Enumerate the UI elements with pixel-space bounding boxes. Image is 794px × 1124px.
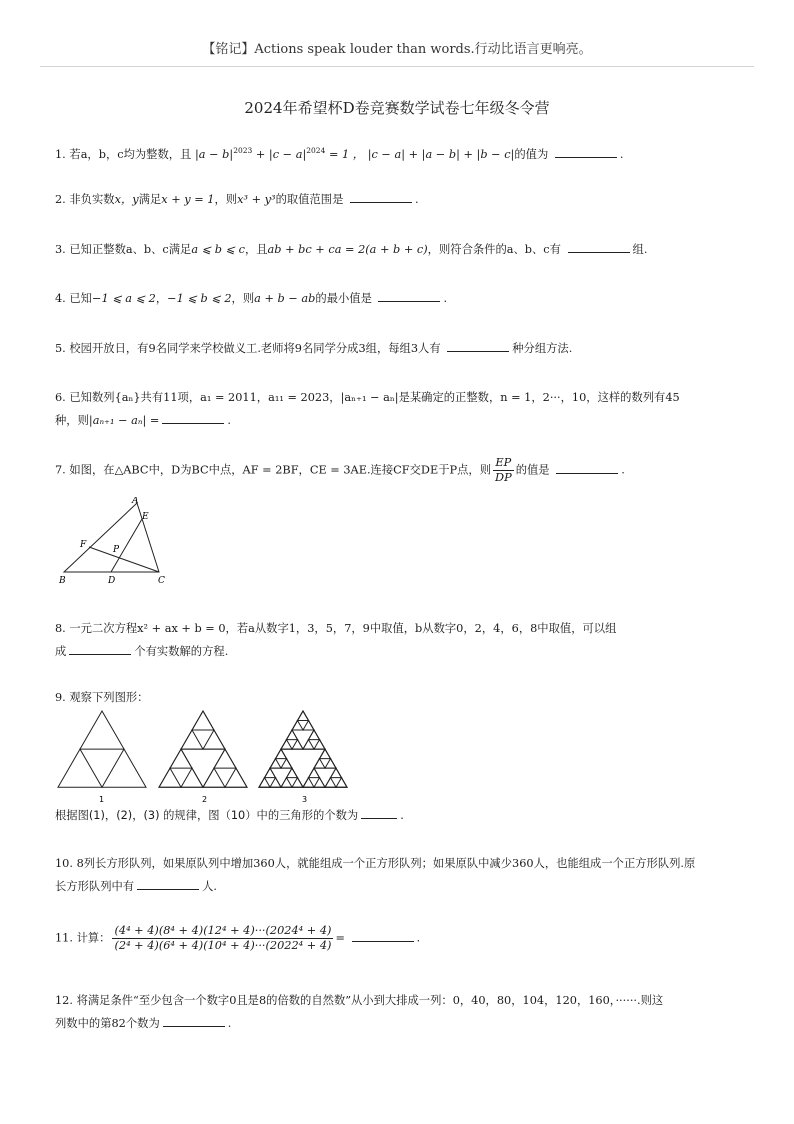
- q11-fraction: [112, 924, 333, 953]
- q2-cond: x + y = 1: [161, 193, 215, 206]
- q5-answer-blank[interactable]: [447, 339, 509, 352]
- q8-line1: 一元二次方程x² + ax + b = 0，若a从数字1，3，5，7，9中取值，b从数字0，2，4，6，8中取值，可以组: [69, 622, 617, 635]
- q3-answer-blank[interactable]: [568, 240, 630, 253]
- q10-line2b: 人.: [202, 880, 217, 893]
- q4-cond1: −1 ⩽ a ⩽ 2: [91, 292, 156, 305]
- figure-1-caption: 1: [99, 795, 105, 804]
- q1-eq: = 1 ，: [325, 147, 365, 161]
- q1-expr1: |a − b|: [194, 147, 234, 161]
- q6-line1: 已知数列{aₙ}共有11项，a₁ = 2011，a₁₁ = 2023，|aₙ₊₁ − aₙ|是某确定的正整数，n = 1，2···，10，这样的数列有45: [69, 391, 680, 404]
- question-2: [55, 188, 745, 211]
- question-10: [55, 852, 745, 898]
- q12-number: 12.: [55, 994, 73, 1007]
- q11-eq: =: [335, 931, 345, 945]
- inner-triangle: [287, 778, 298, 788]
- q9-answer-blank[interactable]: [361, 806, 397, 819]
- question-6: [55, 386, 745, 432]
- q1-tail: 的值为: [514, 147, 549, 161]
- question-1: [55, 139, 745, 166]
- label-d: D: [108, 576, 116, 586]
- q4-mid: ，则: [231, 292, 255, 305]
- inner-triangle: [192, 730, 214, 749]
- inner-triangle: [265, 778, 276, 788]
- q4-expr: a + b − ab: [254, 292, 316, 305]
- q3-mid: ，且: [244, 243, 268, 256]
- q4-text: 已知: [69, 292, 92, 305]
- q12-answer-blank[interactable]: [163, 1014, 225, 1027]
- q1-plus: + |c − a|: [252, 147, 307, 161]
- q2-vars: x，y: [114, 193, 139, 206]
- q12-line1: 将满足条件“至少包含一个数字0且是8的倍数的自然数”从小到大排成一列：0，40，80，104，120，160，······.则这: [76, 994, 664, 1007]
- q4-tail: 的最小值是: [315, 292, 372, 305]
- question-9: [55, 686, 745, 709]
- question-3: [55, 238, 745, 261]
- question-8: [55, 617, 745, 663]
- q6-line2: 种，则: [55, 414, 89, 427]
- q2-number: 2.: [55, 193, 66, 206]
- inner-triangle: [309, 778, 320, 788]
- question-7: [55, 456, 745, 485]
- q7-text: 如图，在△ABC中，D为BC中点，AF = 2BF，CE = 3AE.连接CF交DE于P点，则: [69, 463, 492, 477]
- q7-answer-blank[interactable]: [556, 461, 618, 474]
- q8-answer-blank[interactable]: [69, 642, 131, 655]
- q11-end: .: [416, 931, 421, 945]
- inner-triangle: [298, 721, 309, 731]
- header-divider: [40, 66, 754, 67]
- q10-line2a: 长方形队列中有: [55, 880, 135, 893]
- q5-text: 校园开放日，有9名同学来学校做义工.老师将9名同学分成3组，每组3人有: [69, 342, 441, 355]
- page-header: 【铭记】Actions speak louder than words.行动比语言更响亮。: [202, 42, 592, 57]
- q8-number: 8.: [55, 622, 66, 635]
- q1-text: 若: [69, 147, 81, 161]
- q7-fraction: [493, 456, 514, 485]
- triangle-abc-figure: [56, 497, 176, 589]
- q3-eq: ab + bc + ca = 2(a + b + c): [267, 243, 428, 256]
- label-a: A: [132, 497, 139, 506]
- q4-sep: ，: [155, 292, 168, 305]
- q9-caption-line: [55, 804, 745, 827]
- inner-triangle: [320, 759, 331, 769]
- q11-numerator: (4⁴ + 4)(8⁴ + 4)(12⁴ + 4)···(2024⁴ + 4): [114, 924, 332, 937]
- q1-answer-blank[interactable]: [555, 145, 617, 158]
- question-12: [55, 989, 745, 1035]
- q1-vars: a，b，c均为整数，且: [80, 147, 192, 161]
- sierpinski-figures: [56, 708, 356, 804]
- q6-number: 6.: [55, 391, 66, 404]
- q5-number: 5.: [55, 342, 66, 355]
- q8-line2b: 个有实数解的方程.: [134, 645, 229, 658]
- inner-triangle: [170, 768, 192, 787]
- q6-end: .: [227, 414, 231, 427]
- page-title: 2024年希望杯D卷竞赛数学试卷七年级冬令营: [244, 99, 550, 117]
- label-c: C: [158, 576, 165, 586]
- q9-number: 9.: [55, 691, 66, 704]
- q7-frac-den: DP: [495, 471, 512, 484]
- q11-number: 11.: [55, 931, 73, 945]
- q2-then: ，则: [214, 193, 238, 206]
- inner-triangle: [214, 768, 236, 787]
- question-11: [55, 924, 745, 953]
- q6-answer-blank[interactable]: [162, 411, 224, 424]
- q2-mid: 满足: [138, 193, 162, 206]
- inner-triangle: [309, 740, 320, 750]
- q11-denominator: (2⁴ + 4)(6⁴ + 4)(10⁴ + 4)···(2022⁴ + 4): [114, 939, 332, 952]
- inner-triangle: [80, 749, 124, 787]
- label-f: F: [80, 540, 87, 550]
- q3-cond: a ⩽ b ⩽ c: [191, 243, 245, 256]
- q1-expr2: |c − a| + |a − b| + |b − c|: [367, 147, 515, 161]
- q9-end: .: [400, 809, 404, 822]
- q7-number: 7.: [55, 463, 66, 477]
- question-5: [55, 337, 745, 360]
- q1-end: .: [619, 147, 624, 161]
- q10-answer-blank[interactable]: [137, 877, 199, 890]
- label-e: E: [142, 512, 149, 522]
- q4-cond2: −1 ⩽ b ⩽ 2: [167, 292, 232, 305]
- q9-caption: 根据图(1)，(2)，(3) 的规律，图（10）中的三角形的个数为: [55, 809, 359, 822]
- q11-answer-blank[interactable]: [352, 929, 414, 942]
- figure-2-caption: 2: [202, 795, 208, 804]
- q3-number: 3.: [55, 243, 66, 256]
- figure-1: [58, 711, 146, 787]
- q8-line2a: 成: [55, 645, 67, 658]
- q4-answer-blank[interactable]: [378, 289, 440, 302]
- q1-number: 1.: [55, 147, 66, 161]
- q10-number: 10.: [55, 857, 73, 870]
- q4-number: 4.: [55, 292, 66, 305]
- q2-end: .: [414, 193, 419, 206]
- q2-answer-blank[interactable]: [350, 190, 412, 203]
- q11-text: 计算：: [76, 931, 111, 945]
- q5-tail: 种分组方法.: [512, 342, 573, 355]
- q3-end: 组.: [632, 243, 648, 256]
- label-p: P: [113, 545, 120, 555]
- question-4: [55, 287, 745, 310]
- figure-2: [159, 711, 247, 787]
- figure-3-caption: 3: [302, 795, 308, 804]
- q2-tail: 的取值范围是: [275, 193, 344, 206]
- q10-line1: 8列长方形队列，如果原队列中增加360人，就能组成一个正方形队列；如果原队中减少360人，也能组成一个正方形队列.原: [76, 857, 696, 870]
- inner-triangle: [331, 778, 342, 788]
- figure-3: [259, 711, 347, 787]
- q1-exp2: 2024: [306, 146, 326, 155]
- q3-text: 已知正整数a、b、c满足: [69, 243, 192, 256]
- q3-tail: ，则符合条件的a、b、c有: [427, 243, 561, 256]
- q7-tail: 的值是: [515, 463, 550, 477]
- q2-expr: x³ + y³: [237, 193, 276, 206]
- q7-frac-num: EP: [493, 456, 514, 471]
- q12-end: .: [227, 1017, 232, 1030]
- inner-triangle: [287, 740, 298, 750]
- q9-text: 观察下列图形：: [69, 691, 149, 704]
- q7-end: .: [621, 463, 625, 477]
- q2-text: 非负实数: [69, 193, 115, 206]
- q12-line2a: 列数中的第82个数为: [55, 1017, 160, 1030]
- inner-triangle: [276, 759, 287, 769]
- q6-expr: |aₙ₊₁ − aₙ| =: [88, 414, 160, 427]
- q4-end: .: [443, 292, 448, 305]
- q1-exp1: 2023: [233, 146, 253, 155]
- label-b: B: [59, 576, 66, 586]
